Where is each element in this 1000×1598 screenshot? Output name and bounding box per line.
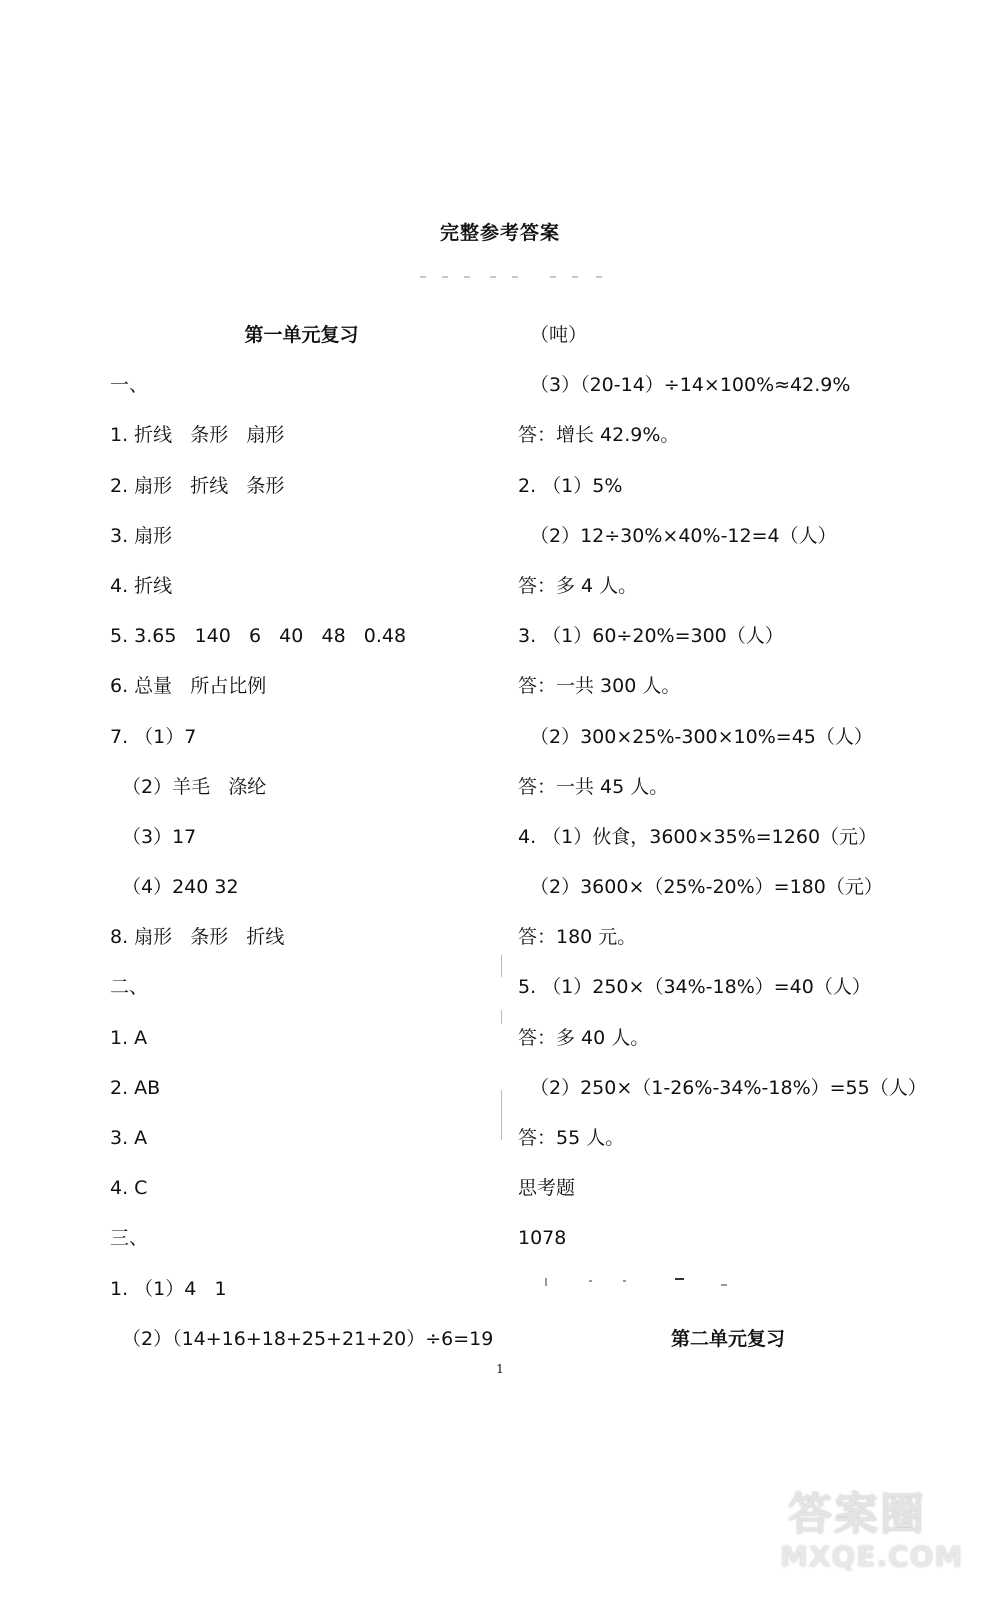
answer-line: 2. （1）5% — [518, 474, 623, 497]
answer-line: 2. 扇形 折线 条形 — [110, 474, 285, 497]
answer-line: 答：增长 42.9%。 — [518, 424, 680, 447]
answer-line: （3）17 — [122, 825, 197, 848]
answer-line: 一、 — [110, 374, 149, 397]
column-divider — [501, 1010, 502, 1024]
answer-line: （吨） — [530, 324, 588, 346]
answer-line: 答：180 元。 — [518, 926, 637, 949]
answer-line: （2）3600×（25%-20%）=180（元） — [530, 876, 883, 899]
answer-line: 答：一共 45 人。 — [518, 775, 669, 798]
answer-line: 5. （1）250×（34%-18%）=40（人） — [518, 976, 871, 999]
answer-line: 思考题 — [518, 1177, 576, 1200]
answer-line: 4. C — [110, 1177, 148, 1200]
watermark-text-top: 答案圈 — [788, 1489, 926, 1540]
faint-scan-marks — [420, 276, 610, 286]
answer-line: 1078 — [518, 1227, 567, 1250]
answer-line: 二、 — [110, 976, 149, 999]
answer-line: 答：一共 300 人。 — [518, 675, 681, 698]
answer-line: 3. A — [110, 1127, 148, 1149]
answer-line: 3. 扇形 — [110, 524, 173, 547]
answer-line: 答：多 40 人。 — [518, 1026, 650, 1049]
answer-line: 三、 — [110, 1227, 149, 1250]
answer-line: 1. 折线 条形 扇形 — [110, 424, 285, 447]
answer-line: 4. （1）伙食，3600×35%=1260（元） — [518, 825, 878, 848]
separator-dots — [545, 1278, 735, 1288]
left-column — [110, 310, 505, 1364]
answer-line: 6. 总量 所占比例 — [110, 675, 267, 698]
answer-line: （3）（20-14）÷14×100%≈42.9% — [530, 374, 851, 397]
column-divider — [501, 955, 502, 977]
answer-line: （2）（14+16+18+25+21+20）÷6=19 — [122, 1327, 494, 1350]
column-divider — [501, 1090, 502, 1140]
answer-line: （2）12÷30%×40%-12=4（人） — [530, 524, 837, 547]
answer-line: （2）羊毛 涤纶 — [122, 775, 267, 798]
answer-line — [518, 1264, 938, 1314]
answer-line: 答：55 人。 — [518, 1127, 625, 1149]
answer-line: 5. 3.65 140 6 40 48 0.48 — [110, 625, 407, 648]
watermark-text-bottom: MXQE.COM — [780, 1540, 964, 1573]
answer-line: 1. A — [110, 1026, 148, 1049]
answer-line: （2）250×（1-26%-34%-18%）=55（人） — [530, 1076, 927, 1099]
answer-line: 7. （1）7 — [110, 725, 197, 748]
section-heading: 第一单元复习 — [244, 324, 359, 346]
page-number: 1 — [496, 1362, 504, 1376]
answer-line: 8. 扇形 条形 折线 — [110, 926, 285, 949]
answer-line: 1. （1）4 1 — [110, 1277, 227, 1300]
watermark-logo — [780, 1478, 985, 1588]
page-title: 完整参考答案 — [439, 222, 560, 244]
answer-line: （4）240 32 — [122, 876, 239, 899]
right-column — [518, 310, 938, 1364]
answer-line: 答：多 4 人。 — [518, 574, 638, 597]
answer-line: 2. AB — [110, 1076, 161, 1099]
answer-line: 4. 折线 — [110, 574, 173, 597]
answer-line: （2）300×25%-300×10%=45（人） — [530, 725, 873, 748]
section-heading: 第二单元复习 — [670, 1327, 785, 1350]
answer-line: 3. （1）60÷20%=300（人） — [518, 625, 784, 648]
